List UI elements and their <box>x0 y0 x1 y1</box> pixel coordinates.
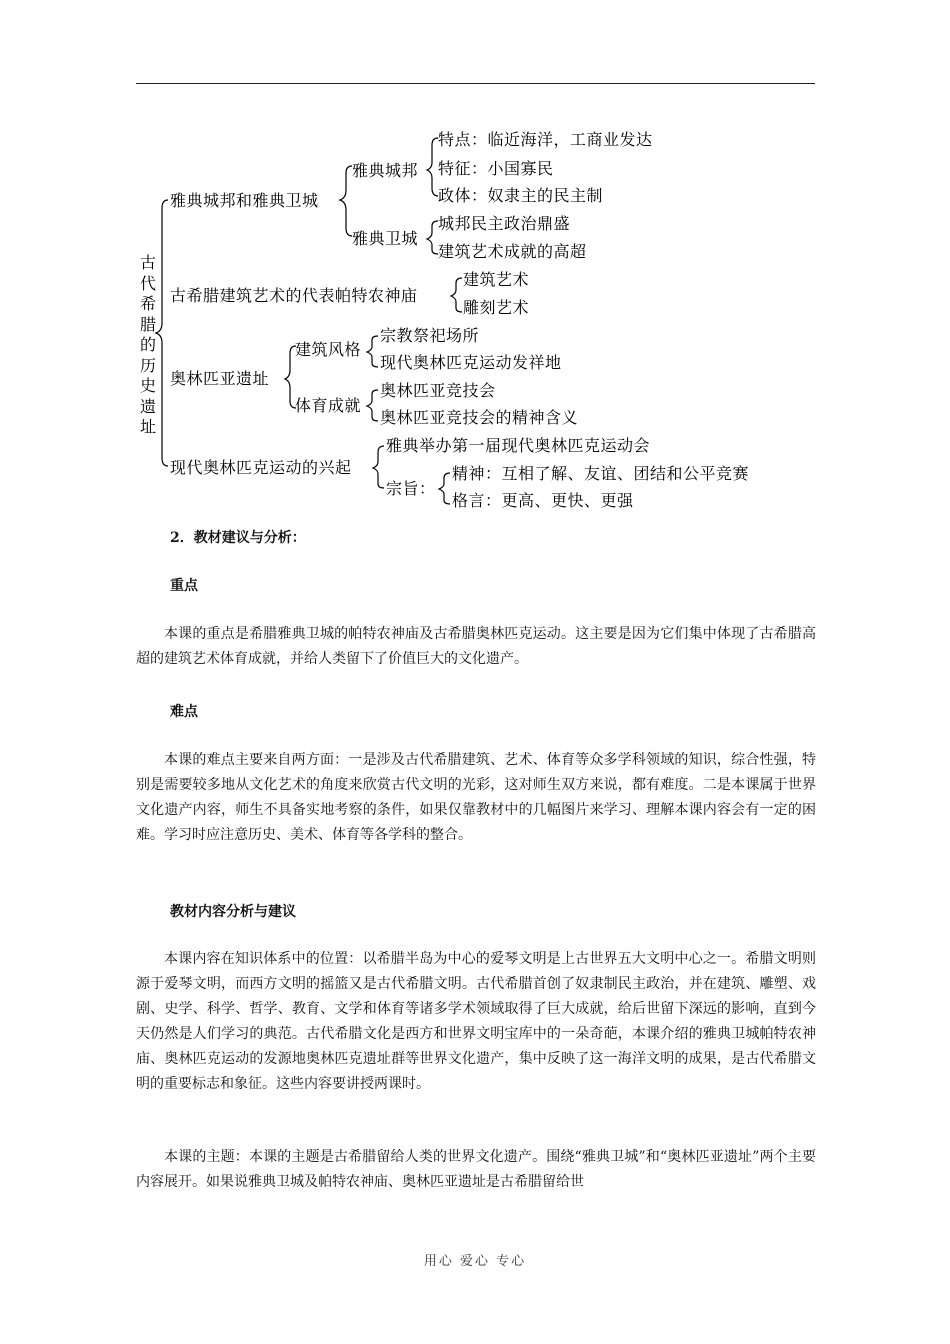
leaf-first-modern-olympics: 雅典举办第一届现代奥林匹克运动会 <box>386 436 651 455</box>
key-point-heading: 重点 <box>170 578 198 594</box>
leaf-city-state-polity: 政体：奴隶主的民主制 <box>438 186 604 205</box>
leaf-acropolis-democracy: 城邦民主政治鼎盛 <box>438 214 571 233</box>
leaf-parthenon-architecture: 建筑艺术 <box>463 270 530 289</box>
difficulty-body <box>136 748 816 848</box>
node-city-state-label: 雅典城邦 <box>352 161 419 180</box>
analysis-paragraph-2: 本课的主题：本课的主题是古希腊留给人类的世界文化遗产。围绕“雅典卫城”和“奥林匹亚遗址”两个主要内容展开。如果说雅典卫城及帕特农神庙、奥林匹亚遗址是古希腊留给世 <box>136 1149 816 1190</box>
leaf-parthenon-sculpture: 雕刻艺术 <box>463 298 530 317</box>
node-acropolis-label: 雅典卫城 <box>352 229 419 248</box>
leaf-olympia-games: 奥林匹亚竞技会 <box>380 381 496 400</box>
diagram-root-title: 古代希腊的历史遗址 <box>139 253 156 436</box>
analysis-paragraph-1: 本课内容在知识体系中的位置：以希腊半岛为中心的爱琴文明是上古世界五大文明中心之一。希腊文明则源于爱琴文明，而西方文明的摇篮又是古代希腊文明。古代希腊首创了奴隶制民主政治，并在建筑、雕塑、戏剧、史学、科学、哲学、教育、文学和体育等诸多学术领域取得了巨大成就，给后世留下深远的影响，直到今天仍然是人们学习的典范。古代希腊文化是西方和世界文明宝库中的一朵奇葩，本课介绍的雅典卫城帕特农神庙、奥林匹克运动的发源地奥林匹克遗址群等世界文化遗产，集中反映了这一海洋文明的成果，是古代希腊文明的重要标志和象征。这些内容要讲授两课时。 <box>136 951 816 1092</box>
leaf-modern-olympic-birthplace: 现代奥林匹克运动发祥地 <box>380 353 562 372</box>
node-purpose-label: 宗旨： <box>386 479 436 498</box>
difficulty-heading: 难点 <box>170 704 198 720</box>
header-rule <box>136 83 815 84</box>
branch-modern-olympics-label: 现代奥林匹克运动的兴起 <box>170 458 352 477</box>
node-architecture-style-label: 建筑风格 <box>295 340 362 359</box>
leaf-city-state-trait: 特征：小国寡民 <box>438 159 554 178</box>
key-point-body <box>136 622 816 672</box>
analysis-body <box>136 947 816 1097</box>
leaf-spirit: 精神：互相了解、友谊、团结和公平竞赛 <box>452 464 750 483</box>
difficulty-paragraph: 本课的难点主要来自两方面：一是涉及古代希腊建筑、艺术、体育等众多学科领域的知识，综合性强，特别是需要较多地从文化艺术的角度来欣赏古代文明的光彩，这对师生双方来说，都有难度。二是本课属于世界文化遗产内容，师生不具备实地考察的条件，如果仅靠教材中的几幅图片来学习、理解本课内容会有一定的困难。学习时应注意历史、美术、体育等各学科的整合。 <box>136 752 816 843</box>
branch-olympia-label: 奥林匹亚遗址 <box>170 369 270 388</box>
branch-parthenon-label: 古希腊建筑艺术的代表帕特农神庙 <box>170 286 418 305</box>
leaf-olympia-games-spirit: 奥林匹亚竞技会的精神含义 <box>380 408 579 427</box>
knowledge-tree-diagram <box>130 118 820 530</box>
leaf-city-state-feature: 特点：临近海洋，工商业发达 <box>438 130 653 149</box>
section-title: 2．教材建议与分析： <box>170 530 306 546</box>
branch-athens-label: 雅典城邦和雅典卫城 <box>170 191 319 210</box>
key-point-paragraph: 本课的重点是希腊雅典卫城的帕特农神庙及古希腊奥林匹克运动。这主要是因为它们集中体现了古希腊高超的建筑艺术体育成就，并给人类留下了价值巨大的文化遗产。 <box>136 626 816 667</box>
node-sports-achievement-label: 体育成就 <box>295 396 362 415</box>
analysis-heading: 教材内容分析与建议 <box>170 904 296 920</box>
page-footer: 用心 爱心 专心 <box>423 1254 527 1269</box>
analysis-body-2 <box>136 1145 816 1195</box>
leaf-motto: 格言：更高、更快、更强 <box>452 491 634 510</box>
leaf-religious-site: 宗教祭祀场所 <box>380 326 480 345</box>
leaf-acropolis-architecture: 建筑艺术成就的高超 <box>438 242 587 261</box>
